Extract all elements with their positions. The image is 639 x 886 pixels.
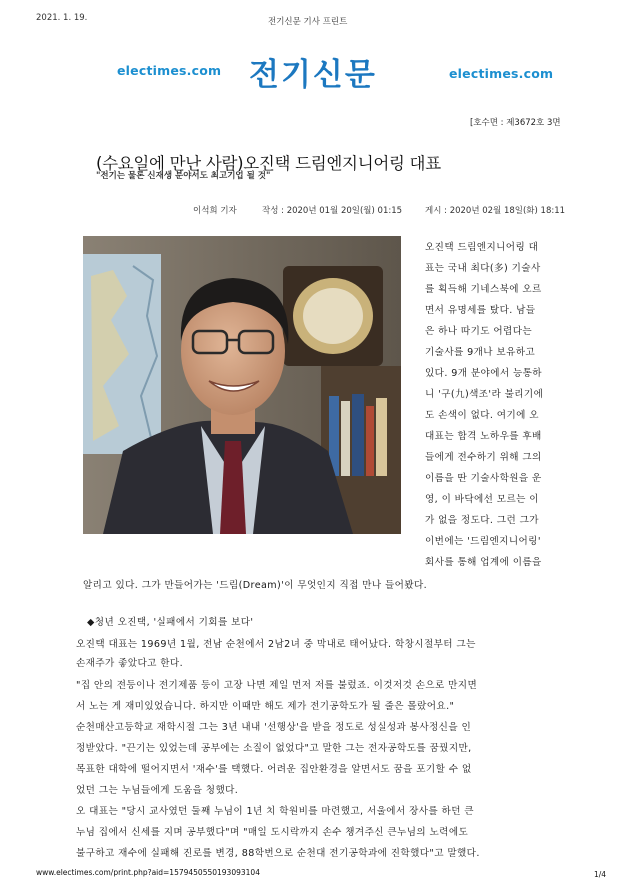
article-title: (수요일에 만난 사람)오진택 드림엔지니어링 대표: [96, 154, 441, 173]
side-line: 니 '구(九)색조'라 불리기에: [425, 389, 544, 400]
print-date: 2021. 1. 19.: [36, 13, 88, 23]
site-link-left[interactable]: electimes.com: [117, 63, 222, 78]
body-line: 손재주가 좋았다고 한다.: [76, 658, 184, 669]
side-line: 오진택 드림엔지니어링 대: [425, 242, 539, 253]
body-line: 불구하고 재수에 실패해 진로를 변경, 88학번으로 순천대 전기공학과에 진학했다"고 말했다.: [76, 848, 480, 859]
side-line: 를 획득해 기네스북에 오르: [425, 284, 542, 295]
body-line: "집 안의 전등이나 전기제품 등이 고장 나면 제일 먼저 저를 불렀죠. 이것저것 손으로 만지면: [76, 680, 478, 691]
body-line: 오 대표는 "당시 교사였던 둘째 누님이 1년 치 학원비를 마련했고, 서울에서 장사를 하던 큰: [76, 806, 474, 817]
body-line: 순천매산고등학교 재학시절 그는 3년 내내 '선행상'을 받을 정도로 성실성과 봉사정신을 인: [76, 722, 472, 733]
side-line: 이름을 딴 기술사학원을 운: [425, 473, 542, 484]
body-line: 목표한 대학에 떨어지면서 '재수'를 택했다. 어려운 집안환경을 알면서도 꿈을 포기할 수 없: [76, 764, 472, 775]
page-number: 1/4: [594, 870, 607, 879]
body-line: 정받았다. "끈기는 있었는데 공부에는 소질이 없었다"고 말한 그는 전자공학도를 꿈꿨지만,: [76, 743, 472, 754]
body-line: 서 노는 게 재미있었습니다. 하지만 이때만 해도 제가 전기공학도가 될 줄은 몰랐어요.": [76, 701, 455, 712]
body-line: 오진택 대표는 1969년 1월, 전남 순천에서 2남2녀 중 막내로 태어났다. 학창시절부터 그는: [76, 639, 476, 650]
byline-posted: 게시 : 2020년 02월 18일(화) 18:11: [425, 206, 566, 216]
section-heading: ◆청년 오진택, '실패에서 기회를 보다': [87, 617, 254, 628]
portrait-illustration: [83, 236, 401, 534]
side-line: 가 없을 정도다. 그런 그가: [425, 515, 539, 526]
byline-author: 이석희 기자: [193, 206, 237, 216]
side-line: 회사를 통해 업계에 이름을: [425, 557, 542, 568]
footer-url[interactable]: www.electimes.com/print.php?aid=1579450550193093104: [36, 868, 260, 877]
article-photo: [83, 236, 401, 534]
side-line: 표는 국내 최다(多) 기술사: [425, 263, 541, 274]
print-title: 전기신문 기사 프린트: [268, 17, 348, 27]
site-link-right[interactable]: electimes.com: [449, 66, 554, 81]
side-line: 은 하나 따기도 어렵다는: [425, 326, 533, 337]
body-line: 었던 그는 누님들에게 도움을 청했다.: [76, 785, 239, 796]
body-line: 누님 집에서 신세를 지며 공부했다"며 "매일 도시락까지 손수 챙겨주신 큰누님의 노력에도: [76, 827, 469, 838]
side-line: 영, 이 바닥에선 모르는 이: [425, 494, 539, 505]
side-line: 기술사를 9개나 보유하고: [425, 347, 536, 358]
issue-number: [호수면 : 제3672호 3면: [470, 118, 561, 128]
side-line: 면서 유명세를 탔다. 남들: [425, 305, 536, 316]
side-line: 이번에는 '드림엔지니어링': [425, 536, 541, 547]
side-line: 대표는 합격 노하우를 후배: [425, 431, 542, 442]
intro-closing-line: 알리고 있다. 그가 만들어가는 '드림(Dream)'이 무엇인지 직접 만나 들어봤다.: [83, 580, 428, 591]
side-line: 있다. 9개 분야에서 능통하: [425, 368, 542, 379]
side-line: 도 손색이 없다. 여기에 오: [425, 410, 539, 421]
article-subtitle: "전기는 물론 신재생 분야서도 최고기업 될 것": [96, 171, 271, 181]
side-line: 들에게 전수하기 위해 그의: [425, 452, 542, 463]
newspaper-logo: 전기신문: [249, 57, 377, 93]
byline-written: 작성 : 2020년 01월 20일(월) 01:15: [262, 206, 403, 216]
